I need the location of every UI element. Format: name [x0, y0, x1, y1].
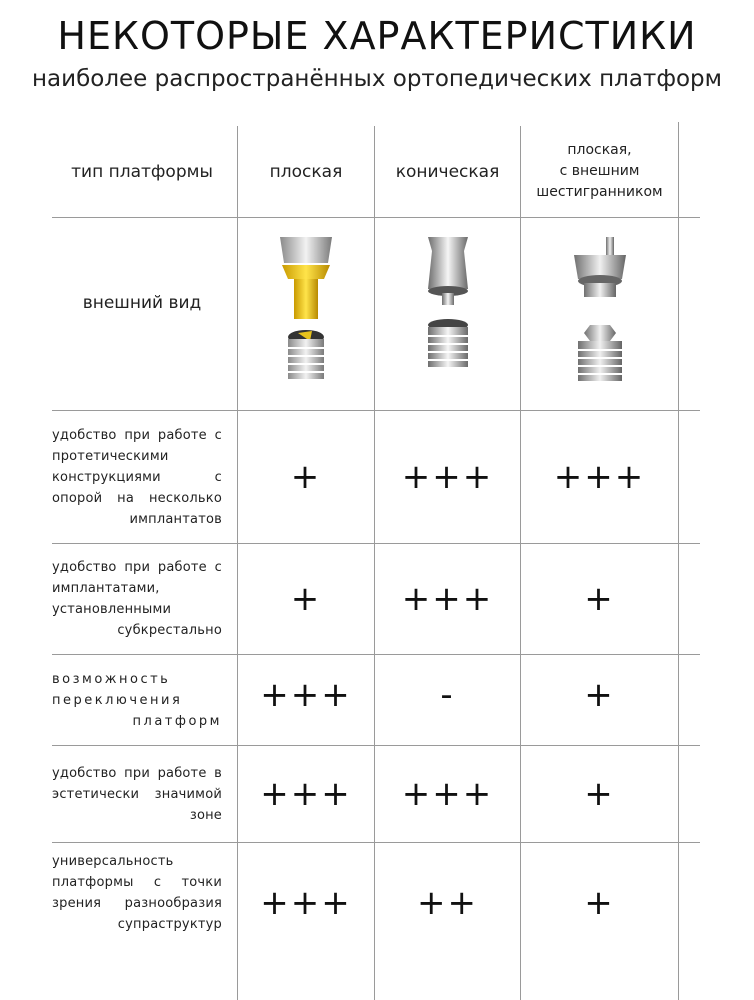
value-cell — [521, 655, 678, 735]
external-hex-image-cell — [521, 218, 678, 408]
value-cell — [521, 843, 678, 963]
value-cell — [375, 746, 520, 842]
value-cell — [521, 746, 678, 842]
row-label: удобство при работе с имплантатами, установленными субкрестально — [52, 560, 222, 638]
row-label: удобство при работе с протетическими конструкциями с опорой на несколько имплантатов — [52, 427, 222, 527]
value-cell — [238, 746, 374, 842]
rating-value: + — [584, 579, 615, 619]
rating-value: + — [584, 774, 615, 814]
rating-value: + — [290, 579, 322, 619]
page-title: НЕКОТОРЫЕ ХАРАКТЕРИСТИКИ — [57, 14, 697, 58]
value-cell — [375, 544, 520, 654]
rating-value: +++ — [401, 457, 494, 497]
row-label-cell — [52, 655, 222, 745]
value-cell — [238, 843, 374, 963]
value-cell — [521, 411, 678, 543]
flat-platform-implant-image — [266, 233, 346, 393]
rating-value: + — [584, 883, 615, 923]
value-cell — [375, 655, 520, 735]
rating-value: +++ — [260, 774, 352, 814]
row-label: универсальность платформы с точки зрения разнообразия супраструктур — [52, 854, 222, 932]
rating-value: +++ — [553, 457, 646, 497]
column-header-label: плоская — [269, 161, 343, 182]
flat-platform-image-cell — [238, 218, 374, 408]
value-cell — [238, 655, 374, 735]
value-cell — [238, 411, 374, 543]
row-label-cell — [52, 544, 222, 654]
value-cell — [238, 544, 374, 654]
rating-value: +++ — [401, 579, 494, 619]
rating-value: + — [584, 675, 615, 715]
external-hex-platform-implant-image — [560, 233, 640, 393]
header-label: тип платформы — [71, 161, 213, 182]
row-label-cell — [52, 746, 222, 842]
appearance-label-cell — [52, 218, 232, 388]
rating-value: +++ — [260, 883, 352, 923]
appearance-label: внешний вид — [82, 293, 202, 313]
rating-value: - — [440, 675, 455, 715]
grid-divider — [678, 122, 679, 1000]
value-cell — [375, 843, 520, 963]
rating-value: +++ — [401, 774, 494, 814]
conical-platform-image-cell — [375, 218, 520, 408]
rating-value: +++ — [260, 675, 352, 715]
row-label-cell — [52, 411, 222, 543]
row-label-cell — [52, 843, 222, 971]
row-label: удобство при работе в эстетически значимой зоне — [52, 765, 222, 823]
column-header-conical — [375, 126, 520, 217]
rating-value: + — [290, 457, 322, 497]
conical-platform-implant-image — [408, 233, 488, 393]
column-header-external-hex — [521, 126, 678, 217]
value-cell — [521, 544, 678, 654]
value-cell — [375, 411, 520, 543]
column-header-label: плоская, с внешним шестигранником — [536, 142, 663, 200]
rating-value: ++ — [417, 883, 478, 923]
column-header-label: коническая — [395, 161, 500, 182]
column-header-flat — [238, 126, 374, 217]
page-subtitle: наиболее распространённых ортопедических платформ — [31, 66, 723, 92]
header-label-cell — [52, 126, 232, 217]
row-label: возможность переключения платформ — [52, 671, 222, 729]
